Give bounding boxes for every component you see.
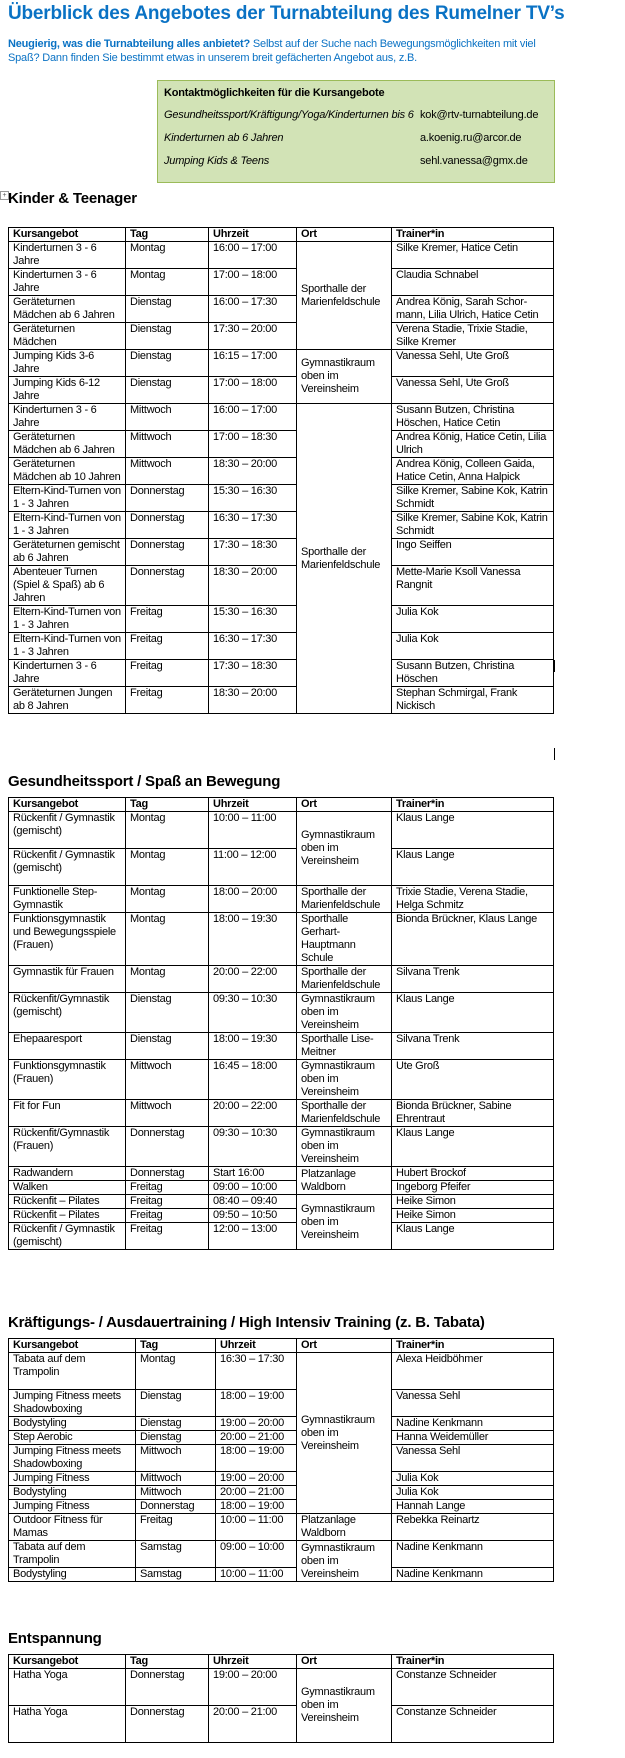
table-row [9,1209,554,1223]
cell-course: Jumping Fitness meets Shadowboxing [9,1445,136,1472]
cell-course: Funktionsgymnastik und Bewegungsspiele (Frauen) [9,913,126,966]
column-header-time: Uhrzeit [216,1339,297,1353]
contact-email[interactable]: a.koenig.ru@arcor.de [420,132,522,144]
cell-trainer: Klaus Lange [392,1127,554,1167]
cell-time: 18:00 – 19:30 [209,1033,297,1060]
table-row [9,849,554,886]
cell-day: Samstag [136,1541,216,1568]
cell-trainer: Heike Simon [392,1209,554,1223]
cell-trainer: Klaus Lange [392,812,554,849]
table-row [9,1195,554,1209]
contact-label: Gesundheitssport/Kräftigung/Yoga/Kinderturnen bis 6 [164,109,414,121]
table-header-row [9,228,554,242]
cell-time: 19:00 – 20:00 [216,1417,297,1431]
cell-day: Dienstag [126,377,209,404]
section-heading-gesundheit: Gesundheitssport / Spaß an Bewegung [8,773,281,790]
cell-day: Freitag [126,1209,209,1223]
cell-day: Mittwoch [126,458,209,485]
cell-trainer: Silvana Trenk [392,966,554,993]
cell-day: Montag [126,812,209,849]
cell-course: Rückenfit – Pilates [9,1209,126,1223]
cell-trainer: Vanessa Sehl, Ute Groß [392,350,554,377]
cell-day: Montag [126,886,209,913]
cell-course: Walken [9,1181,126,1195]
column-header-location: Ort [297,1655,392,1669]
cell-time: Start 16:00 [209,1167,297,1181]
cell-trainer: Claudia Schnabel [392,269,554,296]
cell-time: 09:50 – 10:50 [209,1209,297,1223]
cell-day: Dienstag [126,323,209,350]
column-header-time: Uhrzeit [209,1655,297,1669]
cell-day: Donnerstag [136,1500,216,1514]
column-header-day: Tag [126,228,209,242]
cell-time: 12:00 – 13:00 [209,1223,297,1250]
intro-question: Neugierig, was die Turnabteilung alles anbietet? [8,38,251,50]
table-row [9,687,554,714]
margin-marker [554,748,555,760]
cell-day: Freitag [126,633,209,660]
table-row [9,350,554,377]
intro-text [8,37,568,65]
cell-course: Kinderturnen 3 - 6 Jahre [9,242,126,269]
cell-trainer: Ingo Seiffen [392,539,554,566]
cell-course: Tabata auf dem Trampolin [9,1353,136,1390]
cell-trainer: Ute Groß [392,1060,554,1100]
table-row [9,993,554,1033]
cell-location: Sporthalle der Marienfeldschule [297,1100,392,1127]
cell-day: Mittwoch [126,404,209,431]
cell-trainer: Julia Kok [392,633,554,660]
cell-day: Montag [126,966,209,993]
cell-time: 15:30 – 16:30 [209,606,297,633]
table-row [9,1431,554,1445]
table-row [9,1127,554,1167]
cell-time: 18:00 – 19:00 [216,1445,297,1472]
cell-course: Jumping Fitness [9,1500,136,1514]
cell-course: Radwandern [9,1167,126,1181]
table-row [9,1669,554,1706]
cell-course: Hatha Yoga [9,1706,126,1743]
cell-location: Sporthalle Gerhart-Hauptmann Schule [297,913,392,966]
cell-time: 20:00 – 21:00 [209,1706,297,1743]
cell-trainer: Hubert Brockof [392,1167,554,1181]
cell-trainer: Vanessa Sehl, Ute Groß [392,377,554,404]
table-header-row [9,1339,554,1353]
column-header-location: Ort [297,228,392,242]
cell-day: Montag [126,269,209,296]
cell-time: 17:00 – 18:00 [209,377,297,404]
cell-time: 18:30 – 20:00 [209,458,297,485]
table-row [9,566,554,606]
cell-time: 17:00 – 18:30 [209,431,297,458]
cell-day: Dienstag [136,1390,216,1417]
cell-course: Rückenfit – Pilates [9,1195,126,1209]
cell-day: Freitag [126,606,209,633]
contact-row [164,155,548,178]
cell-course: Geräteturnen Mädchen ab 6 Jahren [9,296,126,323]
cell-course: Rückenfit / Gymnastik (gemischt) [9,812,126,849]
schedule-table-gesundheit [8,797,554,1250]
cell-course: Kinderturnen 3 - 6 Jahre [9,660,126,687]
cell-trainer: Heike Simon [392,1195,554,1209]
cell-time: 09:30 – 10:30 [209,1127,297,1167]
table-header-row [9,798,554,812]
cell-day: Donnerstag [126,512,209,539]
table-row [9,1167,554,1181]
cell-course: Bodystyling [9,1568,136,1582]
cell-trainer: Julia Kok [392,1472,554,1486]
cell-course: Jumping Kids 3-6 Jahre [9,350,126,377]
cell-day: Donnerstag [126,1127,209,1167]
cell-time: 08:40 – 09:40 [209,1195,297,1209]
column-header-location: Ort [297,798,392,812]
table-move-handle-icon[interactable]: + [0,191,9,200]
cell-trainer: Silke Kremer, Sabine Kok, Katrin Schmidt [392,485,554,512]
column-header-trainer: Trainer*in [392,1339,554,1353]
table-row [9,539,554,566]
table-row [9,242,554,269]
cell-day: Donnerstag [126,1167,209,1181]
cell-time: 16:00 – 17:30 [209,296,297,323]
cell-course: Geräteturnen Jungen ab 8 Jahren [9,687,126,714]
table-row [9,1500,554,1514]
cell-time: 10:00 – 11:00 [209,812,297,849]
column-header-trainer: Trainer*in [392,1655,554,1669]
section-heading-kraeftigung: Kräftigungs- / Ausdauertraining / High Intensiv Training (z. B. Tabata) [8,1314,485,1331]
cell-location: Gymnastikraum oben im Vereinsheim [297,1353,392,1514]
column-header-course: Kursangebot [9,798,126,812]
cell-trainer: Mette-Marie Ksoll Vanessa Rangnit [392,566,554,606]
cell-location: Sporthalle der Marienfeldschule [297,966,392,993]
cell-day: Donnerstag [126,566,209,606]
cell-trainer: Vanessa Sehl [392,1445,554,1472]
column-header-trainer: Trainer*in [392,798,554,812]
cell-day: Dienstag [136,1417,216,1431]
cell-location: Gymnastikraum oben im Vereinsheim [297,350,392,404]
cell-course: Rückenfit/Gymnastik (gemischt) [9,993,126,1033]
cell-trainer: Verena Stadie, Trixie Stadie, Silke Kremer [392,323,554,350]
cell-course: Eltern-Kind-Turnen von 1 - 3 Jahren [9,512,126,539]
cell-time: 20:00 – 22:00 [209,1100,297,1127]
cell-trainer: Hannah Lange [392,1500,554,1514]
cell-course: Eltern-Kind-Turnen von 1 - 3 Jahren [9,633,126,660]
cell-course: Kinderturnen 3 - 6 Jahre [9,404,126,431]
cell-time: 10:00 – 11:00 [216,1568,297,1582]
cell-location: Gymnastikraum oben im Vereinsheim [297,1060,392,1100]
cell-course: Geräteturnen Mädchen ab 6 Jahren [9,431,126,458]
cell-trainer: Andrea König, Sarah Schor-mann, Lilia Ulrich, Hatice Cetin [392,296,554,323]
cell-time: 09:00 – 10:00 [209,1181,297,1195]
cell-day: Montag [136,1353,216,1390]
cell-trainer: Klaus Lange [392,1223,554,1250]
margin-marker [554,660,555,672]
cell-day: Donnerstag [126,539,209,566]
table-row [9,512,554,539]
table-row [9,377,554,404]
cell-course: Kinderturnen 3 - 6 Jahre [9,269,126,296]
table-row [9,458,554,485]
table-row [9,1060,554,1100]
table-row [9,1445,554,1472]
cell-day: Dienstag [126,1033,209,1060]
cell-course: Funktionelle Step-Gymnastik [9,886,126,913]
contact-label: Jumping Kids & Teens [164,155,270,167]
contact-box [157,80,555,183]
cell-trainer: Nadine Kenkmann [392,1417,554,1431]
table-row [9,404,554,431]
cell-location: Gymnastikraum oben im Vereinsheim [297,812,392,886]
cell-course: Ehepaaresport [9,1033,126,1060]
table-header-row [9,1655,554,1669]
table-row [9,485,554,512]
cell-location: Sporthalle Lise-Meitner [297,1033,392,1060]
cell-location: Platzanlage Waldborn [297,1514,392,1541]
cell-course: Jumping Fitness meets Shadowboxing [9,1390,136,1417]
cell-trainer: Julia Kok [392,1486,554,1500]
table-row [9,1541,554,1568]
cell-trainer: Susann Butzen, Christina Höschen [392,660,554,687]
cell-day: Montag [126,242,209,269]
cell-trainer: Bionda Brückner, Klaus Lange [392,913,554,966]
table-row [9,1486,554,1500]
cell-time: 16:00 – 17:00 [209,242,297,269]
column-header-course: Kursangebot [9,1655,126,1669]
cell-trainer: Ingeborg Pfeifer [392,1181,554,1195]
column-header-time: Uhrzeit [209,228,297,242]
cell-time: 17:30 – 20:00 [209,323,297,350]
cell-day: Donnerstag [126,1669,209,1706]
table-row [9,1472,554,1486]
page-title: Überblick des Angebotes der Turnabteilung des Rumelner TV’s [8,3,565,24]
cell-location: Sporthalle der Marienfeldschule [297,886,392,913]
table-row [9,323,554,350]
column-header-day: Tag [126,798,209,812]
cell-trainer: Rebekka Reinartz [392,1514,554,1541]
cell-time: 20:00 – 21:00 [216,1431,297,1445]
cell-time: 16:30 – 17:30 [209,512,297,539]
cell-location: Sporthalle der Marienfeldschule [297,404,392,714]
cell-time: 18:30 – 20:00 [209,566,297,606]
cell-course: Outdoor Fitness für Mamas [9,1514,136,1541]
cell-time: 19:00 – 20:00 [216,1472,297,1486]
cell-time: 18:30 – 20:00 [209,687,297,714]
cell-day: Donnerstag [126,1706,209,1743]
cell-trainer: Bionda Brückner, Sabine Ehrentraut [392,1100,554,1127]
cell-trainer: Hanna Weidemüller [392,1431,554,1445]
cell-trainer: Silke Kremer, Sabine Kok, Katrin Schmidt [392,512,554,539]
column-header-course: Kursangebot [9,1339,136,1353]
cell-course: Geräteturnen Mädchen ab 10 Jahren [9,458,126,485]
cell-time: 17:00 – 18:00 [209,269,297,296]
table-row [9,1353,554,1390]
cell-location: Platzanlage Waldborn [297,1167,392,1195]
table-row [9,1568,554,1582]
table-row [9,1181,554,1195]
cell-day: Mittwoch [126,1060,209,1100]
table-row [9,431,554,458]
cell-course: Jumping Fitness [9,1472,136,1486]
intro-rest: Selbst auf der Suche nach Bewegungsmöglichkeiten mit viel Spaß? Dann finden Sie bestimmt etwas in unserem breit gefächerten Angebot aus, z.B. [8,38,536,64]
cell-location: Gymnastikraum oben im Vereinsheim [297,1541,392,1582]
table-row [9,269,554,296]
schedule-table-kinder [8,227,554,714]
table-row [9,1390,554,1417]
cell-course: Eltern-Kind-Turnen von 1 - 3 Jahren [9,606,126,633]
cell-course: Bodystyling [9,1486,136,1500]
cell-course: Geräteturnen Mädchen [9,323,126,350]
cell-trainer: Andrea König, Hatice Cetin, Lilia Ulrich [392,431,554,458]
cell-day: Mittwoch [126,431,209,458]
cell-trainer: Alexa Heidböhmer [392,1353,554,1390]
cell-time: 18:00 – 19:00 [216,1390,297,1417]
cell-day: Donnerstag [126,485,209,512]
cell-course: Step Aerobic [9,1431,136,1445]
cell-day: Freitag [126,1181,209,1195]
cell-day: Montag [126,849,209,886]
cell-trainer: Vanessa Sehl [392,1390,554,1417]
table-row [9,1417,554,1431]
column-header-day: Tag [136,1339,216,1353]
column-header-day: Tag [126,1655,209,1669]
cell-location: Gymnastikraum oben im Vereinsheim [297,1669,392,1743]
cell-day: Montag [126,913,209,966]
cell-trainer: Andrea König, Colleen Gaida, Hatice Cetin, Anna Halpick [392,458,554,485]
table-row [9,1706,554,1743]
cell-time: 15:30 – 16:30 [209,485,297,512]
cell-day: Mittwoch [136,1486,216,1500]
column-header-course: Kursangebot [9,228,126,242]
table-row [9,812,554,849]
cell-location: Gymnastikraum oben im Vereinsheim [297,1127,392,1167]
cell-trainer: Klaus Lange [392,993,554,1033]
table-row [9,1033,554,1060]
cell-time: 09:30 – 10:30 [209,993,297,1033]
table-row [9,913,554,966]
cell-time: 19:00 – 20:00 [209,1669,297,1706]
cell-day: Samstag [136,1568,216,1582]
table-row [9,606,554,633]
cell-day: Mittwoch [136,1472,216,1486]
cell-day: Freitag [136,1514,216,1541]
contact-email[interactable]: kok@rtv-turnabteilung.de [420,109,539,121]
cell-course: Tabata auf dem Trampolin [9,1541,136,1568]
cell-trainer: Klaus Lange [392,849,554,886]
schedule-table-kraeftigung [8,1338,554,1582]
cell-course: Fit for Fun [9,1100,126,1127]
column-header-location: Ort [297,1339,392,1353]
cell-day: Mittwoch [126,1100,209,1127]
cell-course: Funktionsgymnastik (Frauen) [9,1060,126,1100]
cell-day: Dienstag [126,350,209,377]
contact-row [164,132,548,155]
section-heading-kinder: Kinder & Teenager [8,190,137,207]
cell-time: 16:15 – 17:00 [209,350,297,377]
cell-day: Mittwoch [136,1445,216,1472]
cell-course: Eltern-Kind-Turnen von 1 - 3 Jahren [9,485,126,512]
cell-time: 20:00 – 21:00 [216,1486,297,1500]
table-row [9,660,554,687]
cell-trainer: Constanze Schneider [392,1706,554,1743]
cell-day: Freitag [126,1195,209,1209]
cell-time: 16:30 – 17:30 [209,633,297,660]
cell-time: 16:30 – 17:30 [216,1353,297,1390]
cell-day: Freitag [126,687,209,714]
cell-location: Gymnastikraum oben im Vereinsheim [297,993,392,1033]
table-row [9,296,554,323]
cell-time: 17:30 – 18:30 [209,539,297,566]
cell-time: 20:00 – 22:00 [209,966,297,993]
cell-time: 18:00 – 19:30 [209,913,297,966]
table-row [9,1514,554,1541]
cell-trainer: Julia Kok [392,606,554,633]
contact-row [164,109,548,132]
cell-course: Jumping Kids 6-12 Jahre [9,377,126,404]
cell-course: Geräteturnen gemischt ab 6 Jahren [9,539,126,566]
column-header-time: Uhrzeit [209,798,297,812]
cell-trainer: Trixie Stadie, Verena Stadie, Helga Schmitz [392,886,554,913]
cell-course: Rückenfit / Gymnastik (gemischt) [9,849,126,886]
contact-heading: Kontaktmöglichkeiten für die Kursangebote [164,87,385,99]
schedule-table-entspannung [8,1654,554,1743]
cell-trainer: Silke Kremer, Hatice Cetin [392,242,554,269]
cell-trainer: Silvana Trenk [392,1033,554,1060]
section-heading-entspannung: Entspannung [8,1630,102,1647]
cell-trainer: Nadine Kenkmann [392,1541,554,1568]
cell-time: 17:30 – 18:30 [209,660,297,687]
cell-location: Gymnastikraum oben im Vereinsheim [297,1195,392,1250]
cell-course: Rückenfit/Gymnastik (Frauen) [9,1127,126,1167]
cell-course: Rückenfit / Gymnastik (gemischt) [9,1223,126,1250]
cell-time: 18:00 – 19:00 [216,1500,297,1514]
cell-time: 16:45 – 18:00 [209,1060,297,1100]
column-header-trainer: Trainer*in [392,228,554,242]
cell-course: Abenteuer Turnen (Spiel & Spaß) ab 6 Jahren [9,566,126,606]
table-row [9,886,554,913]
cell-time: 10:00 – 11:00 [216,1514,297,1541]
cell-day: Freitag [126,660,209,687]
cell-course: Gymnastik für Frauen [9,966,126,993]
cell-day: Dienstag [136,1431,216,1445]
table-row [9,1100,554,1127]
contact-label: Kinderturnen ab 6 Jahren [164,132,284,144]
cell-trainer: Susann Butzen, Christina Höschen, Hatice Cetin [392,404,554,431]
cell-location: Sporthalle der Marienfeldschule [297,242,392,350]
contact-email[interactable]: sehl.vanessa@gmx.de [420,155,528,167]
cell-day: Dienstag [126,296,209,323]
cell-time: 18:00 – 20:00 [209,886,297,913]
cell-course: Hatha Yoga [9,1669,126,1706]
cell-time: 09:00 – 10:00 [216,1541,297,1568]
cell-trainer: Nadine Kenkmann [392,1568,554,1582]
cell-trainer: Constanze Schneider [392,1669,554,1706]
table-row [9,966,554,993]
cell-trainer: Stephan Schmirgal, Frank Nickisch [392,687,554,714]
cell-course: Bodystyling [9,1417,136,1431]
cell-day: Dienstag [126,993,209,1033]
cell-time: 16:00 – 17:00 [209,404,297,431]
cell-time: 11:00 – 12:00 [209,849,297,886]
cell-day: Freitag [126,1223,209,1250]
table-row [9,633,554,660]
table-row [9,1223,554,1250]
